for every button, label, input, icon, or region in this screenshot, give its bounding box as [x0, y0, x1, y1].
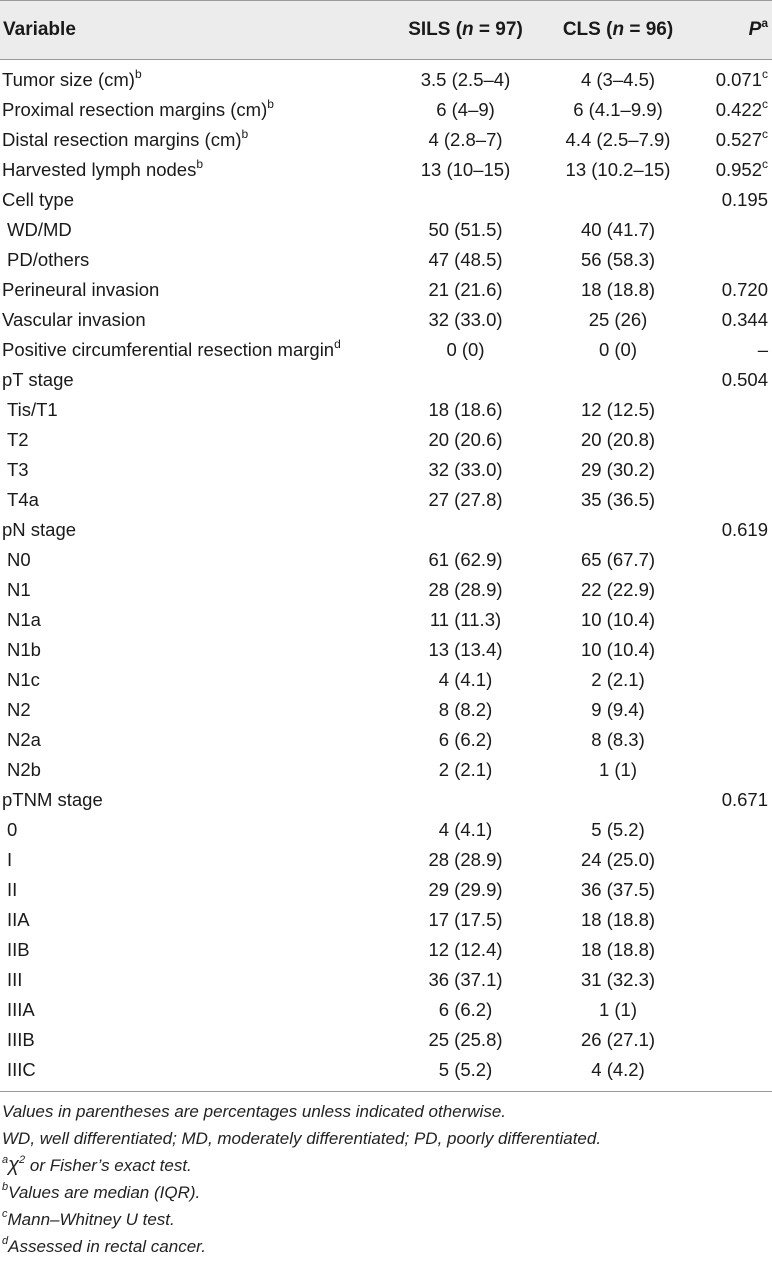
- table-row: [0, 995, 772, 1025]
- row-label: N2a: [7, 729, 41, 750]
- row-cls-value: 12 (12.5): [580, 399, 656, 420]
- table-row: [0, 95, 772, 125]
- row-label: Tis/T1: [7, 399, 58, 420]
- row-sils-value: 50 (51.5): [428, 219, 503, 240]
- footnote-values: Values in parentheses are percentages unless indicated otherwise.: [2, 1102, 507, 1121]
- row-label: N2b: [7, 759, 41, 780]
- table-body: [0, 65, 772, 1091]
- row-label: Vascular invasion: [2, 309, 146, 330]
- row-label: T3: [7, 459, 29, 480]
- row-label: IIA: [7, 909, 30, 930]
- row-p-value: 0.422$^c$: [715, 96, 768, 120]
- footnote-c: $^c$Mann–Whitney U test.: [2, 1208, 175, 1229]
- table-row: [0, 215, 772, 245]
- row-label: T2: [7, 429, 29, 450]
- row-cls-value: 13 (10.2–15): [565, 159, 671, 180]
- table-row: [0, 395, 772, 425]
- row-cls-value: 31 (32.3): [580, 969, 656, 990]
- row-cls-value: 1 (1): [598, 759, 638, 780]
- row-label: N1a: [7, 609, 41, 630]
- row-cls-value: 2 (2.1): [591, 669, 645, 690]
- row-cls-value: 25 (26): [588, 309, 648, 330]
- row-sils-value: 17 (17.5): [428, 909, 503, 930]
- row-cls-value: 29 (30.2): [580, 459, 656, 480]
- row-sils-value: 21 (21.6): [428, 279, 503, 300]
- footnote-b: $^b$Values are median (IQR).: [2, 1181, 201, 1202]
- row-sils-value: 6 (6.2): [438, 729, 493, 750]
- row-label: I: [7, 849, 13, 870]
- row-cls-value: 1 (1): [598, 999, 638, 1020]
- table-row: [0, 1055, 772, 1085]
- table-row: [0, 545, 772, 575]
- row-label: N2: [7, 699, 31, 720]
- table-row: [0, 275, 772, 305]
- row-cls-value: 40 (41.7): [580, 219, 656, 240]
- row-cls-value: 56 (58.3): [580, 249, 656, 270]
- row-label: WD/MD: [7, 219, 72, 240]
- row-cls-value: 10 (10.4): [580, 609, 656, 630]
- table-row: [0, 65, 772, 95]
- row-sils-value: 13 (13.4): [428, 639, 503, 660]
- row-label: 0: [7, 819, 18, 840]
- table-row: [0, 695, 772, 725]
- row-sils-value: 8 (8.2): [438, 699, 493, 720]
- header-p: $P^a$: [748, 15, 768, 40]
- row-cls-value: 20 (20.8): [580, 429, 656, 450]
- row-cls-value: 6 (4.1–9.9): [573, 99, 663, 120]
- table-row: [0, 185, 772, 215]
- row-p-value: –: [757, 339, 768, 360]
- row-sils-value: 27 (27.8): [428, 489, 503, 510]
- header-rule: [0, 59, 772, 60]
- row-p-value: 0.952$^c$: [715, 156, 768, 180]
- table-row: [0, 725, 772, 755]
- table-row: [0, 365, 772, 395]
- header-cls: CLS (n = 96): [562, 19, 674, 40]
- table-row: [0, 755, 772, 785]
- row-label: III: [7, 969, 23, 990]
- row-sils-value: 5 (5.2): [438, 1059, 493, 1080]
- row-p-value: 0.504: [721, 369, 768, 390]
- row-cls-value: 22 (22.9): [580, 579, 656, 600]
- table-row: [0, 515, 772, 545]
- row-label: IIIC: [7, 1059, 36, 1080]
- row-label: PD/others: [7, 249, 90, 270]
- row-label: Cell type: [2, 189, 74, 210]
- table-row: [0, 425, 772, 455]
- footnote-a: $^a\chi^2$ or Fisher’s exact test.: [2, 1154, 192, 1176]
- row-label: Tumor size (cm)$^b$: [2, 66, 142, 90]
- row-label: N1c: [7, 669, 40, 690]
- row-p-value: 0.671: [721, 789, 768, 810]
- row-sils-value: 20 (20.6): [428, 429, 503, 450]
- row-label: IIIA: [7, 999, 35, 1020]
- row-sils-value: 11 (11.3): [429, 609, 502, 630]
- row-sils-value: 4 (4.1): [438, 819, 493, 840]
- row-sils-value: 28 (28.9): [428, 579, 503, 600]
- row-label: Positive circumferential resection margin$^d$: [2, 336, 341, 360]
- table-row: [0, 635, 772, 665]
- table-row: [0, 845, 772, 875]
- row-cls-value: 26 (27.1): [580, 1029, 656, 1050]
- row-p-value: 0.527$^c$: [715, 126, 768, 150]
- row-cls-value: 4 (4.2): [591, 1059, 645, 1080]
- row-sils-value: 6 (6.2): [438, 999, 493, 1020]
- row-label: pTNM stage: [2, 789, 103, 810]
- row-label: Proximal resection margins (cm)$^b$: [2, 96, 274, 120]
- table-row: [0, 155, 772, 185]
- row-cls-value: 0 (0): [598, 339, 638, 360]
- table-row: [0, 935, 772, 965]
- table-row: [0, 665, 772, 695]
- row-label: T4a: [7, 489, 39, 510]
- table-row: [0, 905, 772, 935]
- row-sils-value: 25 (25.8): [428, 1029, 503, 1050]
- row-sils-value: 2 (2.1): [438, 759, 493, 780]
- row-sils-value: 32 (33.0): [428, 459, 503, 480]
- row-sils-value: 13 (10–15): [420, 159, 511, 180]
- row-sils-value: 3.5 (2.5–4): [420, 69, 511, 90]
- header-sils: SILS (n = 97): [408, 19, 523, 40]
- table-row: [0, 605, 772, 635]
- row-label: pN stage: [2, 519, 77, 540]
- row-cls-value: 35 (36.5): [580, 489, 656, 510]
- row-sils-value: 6 (4–9): [436, 99, 495, 120]
- row-cls-value: 9 (9.4): [591, 699, 645, 720]
- row-label: Distal resection margins (cm)$^b$: [2, 126, 249, 150]
- table-row: [0, 875, 772, 905]
- row-cls-value: 5 (5.2): [591, 819, 645, 840]
- row-cls-value: 18 (18.8): [580, 279, 656, 300]
- row-sils-value: 28 (28.9): [428, 849, 503, 870]
- table-row: [0, 575, 772, 605]
- table-row: [0, 245, 772, 275]
- row-cls-value: 8 (8.3): [591, 729, 645, 750]
- row-cls-value: 36 (37.5): [580, 879, 656, 900]
- table-row: [0, 815, 772, 845]
- row-p-value: 0.195: [721, 189, 768, 210]
- row-sils-value: 47 (48.5): [428, 249, 503, 270]
- row-sils-value: 0 (0): [446, 339, 485, 360]
- row-label: N0: [7, 549, 31, 570]
- table-header: [0, 1, 772, 59]
- row-sils-value: 12 (12.4): [428, 939, 503, 960]
- row-cls-value: 4.4 (2.5–7.9): [565, 129, 671, 150]
- row-p-value: 0.071$^c$: [715, 66, 768, 90]
- table-row: [0, 125, 772, 155]
- table-row: [0, 1025, 772, 1055]
- table-row: [0, 335, 772, 365]
- row-label: pT stage: [2, 369, 74, 390]
- row-sils-value: 61 (62.9): [428, 549, 503, 570]
- footnote-abbreviations: WD, well differentiated; MD, moderately differentiated; PD, poorly differentiated.: [2, 1129, 602, 1148]
- row-label: IIB: [7, 939, 30, 960]
- row-label: N1: [7, 579, 31, 600]
- row-cls-value: 18 (18.8): [580, 939, 656, 960]
- footnote-d: $^d$Assessed in rectal cancer.: [2, 1235, 206, 1256]
- row-sils-value: 18 (18.6): [428, 399, 503, 420]
- table-footnotes: [0, 1092, 772, 1260]
- row-sils-value: 4 (4.1): [438, 669, 493, 690]
- row-p-value: 0.720: [721, 279, 768, 300]
- row-cls-value: 24 (25.0): [580, 849, 656, 870]
- table-row: [0, 305, 772, 335]
- row-cls-value: 65 (67.7): [580, 549, 656, 570]
- row-label: Perineural invasion: [2, 279, 160, 300]
- row-label: IIIB: [7, 1029, 35, 1050]
- row-label: II: [7, 879, 18, 900]
- table-row: [0, 965, 772, 995]
- row-sils-value: 29 (29.9): [428, 879, 503, 900]
- row-sils-value: 36 (37.1): [428, 969, 503, 990]
- row-cls-value: 4 (3–4.5): [580, 69, 656, 90]
- row-p-value: 0.619: [721, 519, 768, 540]
- table-row: [0, 485, 772, 515]
- row-label: N1b: [7, 639, 41, 660]
- row-sils-value: 32 (33.0): [428, 309, 503, 330]
- row-cls-value: 10 (10.4): [580, 639, 656, 660]
- row-cls-value: 18 (18.8): [580, 909, 656, 930]
- table-row: [0, 785, 772, 815]
- header-variable: Variable: [3, 19, 76, 40]
- row-p-value: 0.344: [721, 309, 768, 330]
- row-label: Harvested lymph nodes$^b$: [2, 156, 204, 180]
- table-row: [0, 455, 772, 485]
- row-sils-value: 4 (2.8–7): [428, 129, 503, 150]
